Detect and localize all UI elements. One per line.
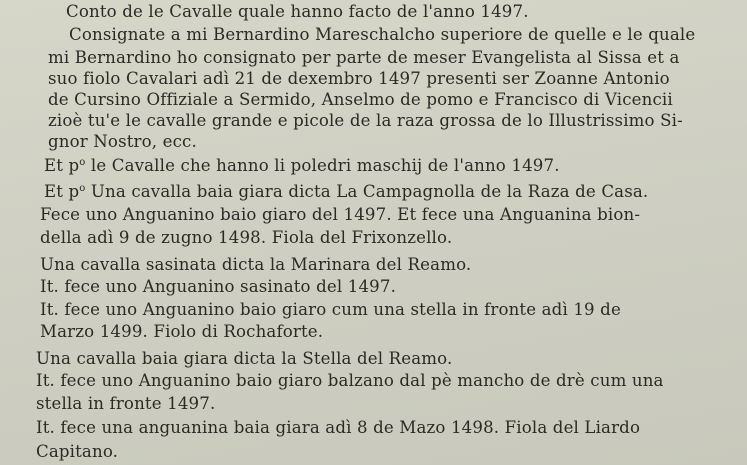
- entry2-line3: It. fece uno Anguanino baio giaro cum una stella in fronte adì 19 de: [40, 300, 621, 319]
- entry1-prefix: Et p: [44, 182, 80, 201]
- document-title: Conto de le Cavalle quale hanno facto de l'anno 1497.: [66, 2, 529, 21]
- intro-line: mi Bernardino ho consignato per parte de meser Evangelista al Sissa et a: [48, 48, 680, 67]
- intro-line: zioè tu'e le cavalle grande e picole de la raza grossa de lo Illustrissimo Si-: [48, 111, 683, 130]
- entry2-line2: It. fece uno Anguanino sasinato del 1497.: [40, 277, 397, 296]
- entry1-line3: della adì 9 de zugno 1498. Fiola del Frixonzello.: [40, 228, 453, 247]
- intro-line: suo fiolo Cavalari adì 21 de dexembro 1497 presenti ser Zoanne Antonio: [48, 69, 670, 88]
- entry1-superscript: o: [79, 183, 86, 194]
- intro-line: de Cursino Offiziale a Sermido, Anselmo de pomo e Francisco di Vicencii: [48, 90, 673, 109]
- intro-line: gnor Nostro, ecc.: [48, 132, 197, 151]
- entry2-line4: Marzo 1499. Fiolo di Rochaforte.: [40, 322, 324, 341]
- entry1-line1: [44, 184, 648, 201]
- section-heading-superscript: o: [79, 157, 86, 168]
- section-heading-prefix: Et p: [44, 156, 80, 175]
- entry1-line2: Fece uno Anguanino baio giaro del 1497. Et fece una Anguanina bion-: [40, 205, 641, 224]
- entry3-line5: Capitano.: [36, 442, 119, 461]
- entry3-line1: Una cavalla baia giara dicta la Stella del Reamo.: [36, 349, 453, 368]
- intro-line: Consignate a mi Bernardino Mareschalcho superiore de quelle e le quale: [69, 25, 696, 44]
- section-heading: [44, 158, 560, 175]
- entry3-line4: It. fece una anguanina baia giara adì 8 de Mazo 1498. Fiola del Liardo: [36, 418, 641, 437]
- section-heading-text: le Cavalle che hanno li poledri maschij de l'anno 1497.: [85, 156, 560, 175]
- entry1-text: Una cavalla baia giara dicta La Campagnolla de la Raza de Casa.: [85, 182, 649, 201]
- entry3-line2: It. fece uno Anguanino baio giaro balzano dal pè mancho de drè cum una: [36, 371, 664, 390]
- entry3-line3: stella in fronte 1497.: [36, 394, 216, 413]
- entry2-line1: Una cavalla sasinata dicta la Marinara del Reamo.: [40, 255, 472, 274]
